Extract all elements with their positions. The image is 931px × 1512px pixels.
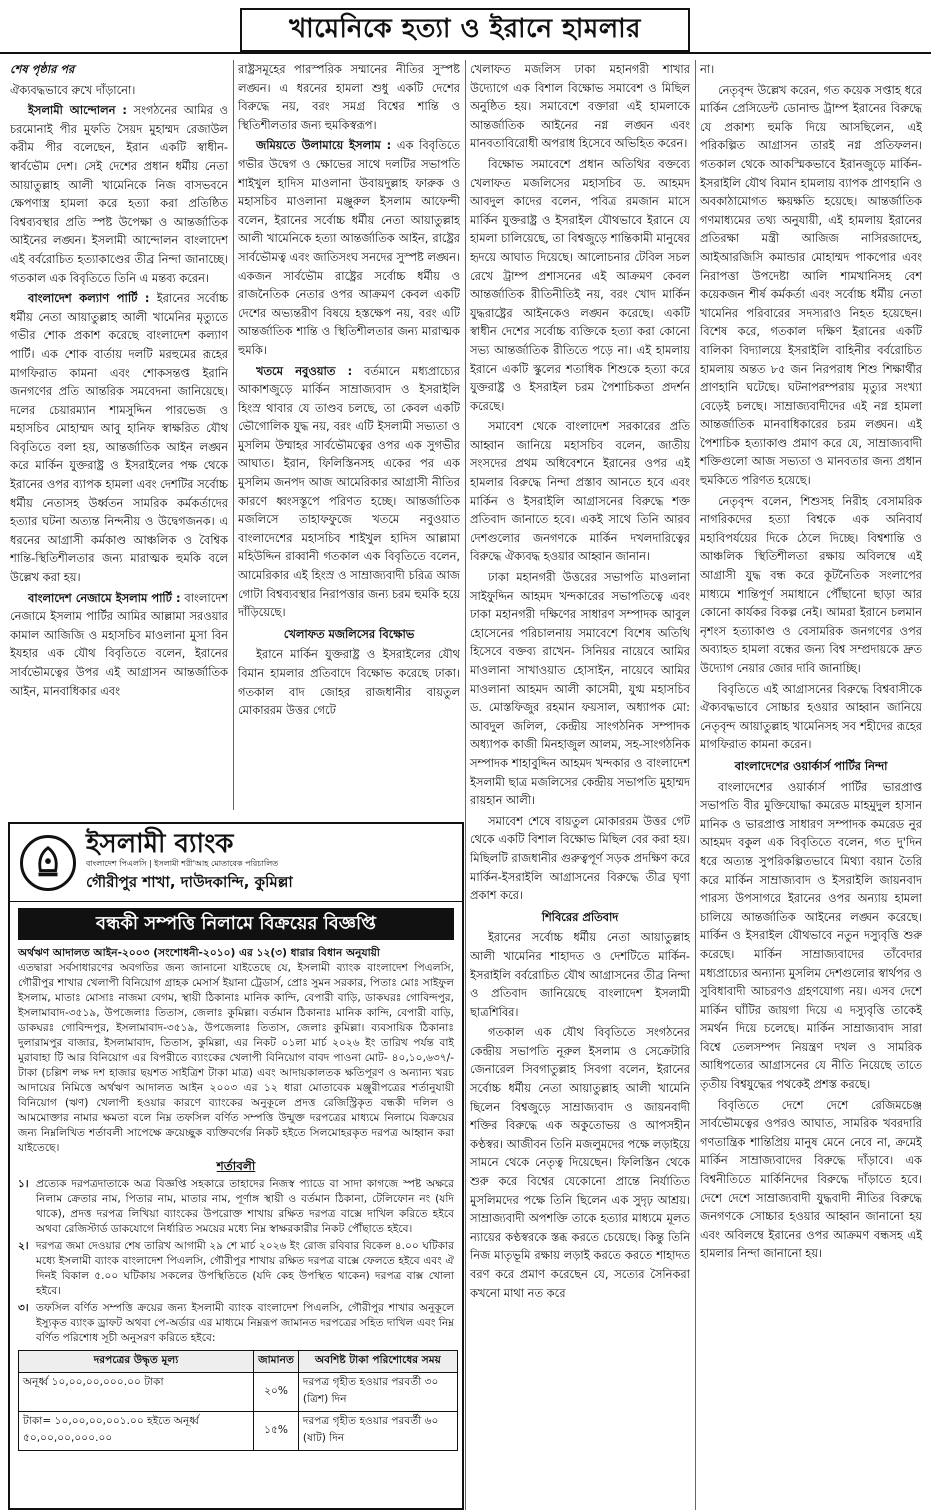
bank-tagline: বাংলাদেশ পিএলসি | ইসলামী শরী'আহ মোতাবেক পরিচালিত [86, 859, 279, 868]
table-cell: দরপত্র গৃহীত হওয়ার পরবর্তী ৩০ (ত্রিশ) দিন [298, 1373, 457, 1412]
branch-name: গৌরীপুর শাখা, দাউদকান্দি, কুমিল্লা [86, 873, 293, 891]
notice-body [10, 946, 462, 1346]
paragraph: বিবৃতিতে এই আগ্রাসনের বিরুদ্ধে বিশ্ববাসীকে ঐক্যবদ্ধভাবে সোচ্চার হওয়ার আহ্বান জানিয়ে নেতৃবৃন্দ আয়াতুল্লাহ খামেনিসহ সব শহীদের রূহের মাগফিরাত কামনা করেন। [700, 681, 922, 752]
table-cell: দরপত্র গৃহীত হওয়ার পরবর্তী ৬০ (ষাট) দিন [298, 1412, 457, 1451]
notice-title: বন্ধকী সম্পত্তি নিলামে বিক্রয়ের বিজ্ঞপ্তি [18, 908, 454, 940]
paragraph: নেতৃবৃন্দ বলেন, শিশুসহ নিরীহ বেসামরিক নাগরিকদের হত্যা বিশ্বকে এক অনিবার্য মহাবিপর্যয়ের দিকে ঠেলে দিচ্ছে। বিশ্বশান্তি ও আঞ্চলিক স্থিতিশীলতা রক্ষায় অবিলম্বে এই আগ্রাসী যুদ্ধ বন্ধ করে কূটনৈতিক সংলাপের মাধ্যমে শান্তিপূর্ণ সমাধানে পৌঁছানো ছাড়া আর কোনো কার্যকর বিকল্প নেই। আমরা ইরানে চলমান নৃশংস হত্যাকাণ্ড ও বেসামরিক জনগণের ওপর অব্যাহত হামলা বন্ধের জন্য বিশ্ব সম্প্রদায়কে দ্রুত উদ্যোগ নেয়ার জোর দাবি জানাচ্ছি। [700, 493, 922, 675]
paragraph: ইরানের সর্বোচ্চ ধর্মীয় নেতা আয়াতুল্লাহ আলী খামেনির শাহাদত ও দেশটিতে মার্কিন-ইসরাইলি বর্বরোচিত যৌথ আগ্রাসনের তীব্র নিন্দা ও প্রতিবাদ জানিয়েছে বাংলাদেশ ইসলামী ছাত্রশিবির। [470, 930, 690, 1019]
paragraph-lead: ইসলামী আন্দোলন : [28, 103, 127, 118]
term-item [18, 1239, 454, 1299]
paragraph: ইসলামী আন্দোলন : সংগঠনের আমির ও চরমোনাই পীর মুফতি সৈয়দ মুহাম্মদ রেজাউল করীম পীর বলেছেন, ইরান একটি স্বাধীন-স্বার্বভৌম দেশ। সেই দেশের প্রধান ধর্মীয় নেতা আয়াতুল্লাহ আলী খামেনিকে নিজ বাসভবনে ক্ষেপণাস্ত্র হামলা করে হত্যা করা প্রতিষ্ঠিত বিশ্বব্যবস্থার প্রতি স্পষ্ট উপেক্ষা ও আন্তর্জাতিক আইনের লঙ্ঘন। ইসলামী আন্দোলন বাংলাদেশ এই বর্বরোচিত হত্যাকাণ্ডের তীব্র নিন্দা জানাচ্ছে। গতকাল এক বিবৃতিতে তিনি এ মন্তব্য করেন। [10, 103, 228, 285]
paragraph: ঐক্যবদ্ধভাবে রুখে দাঁড়ানো। [10, 82, 136, 97]
paragraph: সমাবেশ থেকে বাংলাদেশ সরকারের প্রতি আহ্বান জানিয়ে মহাসচিব বলেন, জাতীয় সংসদের প্রথম অধিবেশনে ইরানের ওপর এই হামলার বিরুদ্ধে নিন্দা প্রস্তাব আনতে হবে এবং মার্কিন ও ইসরাইলি আগ্রাসনের বিরুদ্ধে শক্ত প্রতিবাদ জানাতে হবে। একই সাথে তিনি আরব দেশগুলোর জনগণকে মার্কিন দখলদারিত্বের বিরুদ্ধে ঐক্যবদ্ধ হওয়ার আহ্বান জানান। [470, 419, 690, 564]
headline: খামেনিকে হত্যা ও ইরানে হামলার [289, 14, 641, 44]
paragraph: বাংলাদেশের ওয়ার্কার্স পার্টির ভারপ্রাপ্ত সভাপতি বীর মুক্তিযোদ্ধা কমরেড মাহমুদুল হাসান মানিক ও ভারপ্রাপ্ত সাধারণ সম্পাদক কমরেড নুর আহমদ বকুল এক বিবৃতিতে বলেন, গত দু'দিন ধরে অত্যন্ত সুপরিকল্পিতভাবে মিথ্যা বয়ান তৈরি করে মার্কিন সাম্রাজ্যবাদ ও ইসরাইলি জায়নবাদ পারস্য উপসাগরে ইরানের ওপর অন্যায় হামলা চালিয়ে আন্তর্জাতিক আইনের লঙ্ঘন করেছে। মার্কিন ও ইসরাইল যৌথভাবে নতুন দস্যুবৃত্তি শুরু করেছে। মার্কিন সাম্রাজ্যবাদের তাঁবেদার মধ্যপ্রাচ্যের অন্যান্য মুসলিম দেশগুলোর স্বার্থপর ও সুবিধাবাদী আচরণও গ্রহণযোগ্য নয়। এসব দেশে মার্কিন ঘাঁটির জায়গা দিয়ে এ দস্যুবৃত্তি তাকেই সমর্থন দিয়ে চলেছে। মার্কিন সাম্রাজ্যবাদ সারা বিশ্বে তেলসম্পদ নিয়ন্ত্রণ দখল ও সামরিক আধিপত্যের আগ্রাসনের যে নীতি নিয়েছে তাতে তৃতীয় বিশ্বযুদ্ধের পথকেই প্রশস্ত করছে। [700, 779, 922, 1092]
column-divider [695, 60, 696, 1510]
table-cell: ২০% [254, 1373, 299, 1412]
table-cell: অনূর্ধ্ব ১০,০০,০০,০০০.০০ টাকা [19, 1373, 254, 1412]
continued-from-label: শেষ পৃষ্ঠার পর [10, 62, 75, 76]
bank-name: ইসলামী ব্যাংক [86, 829, 234, 859]
column-3 [470, 60, 690, 1510]
column-divider [233, 60, 234, 810]
paragraph-lead: জমিয়তে উলামায়ে ইসলাম : [256, 138, 392, 153]
paragraph: বাংলাদেশ নেজামে ইসলাম পার্টি : বাংলাদেশ নেজামে ইসলাম পার্টির আমির আল্লামা সরওয়ার কামাল আজিজি ও মহাসচিব মাওলানা মুসা বিন ইযহার এক যৌথ বিবৃতিতে বলেন, ইরানের সার্বভৌমত্বের উপর এই আগ্রাসন আন্তর্জাতিক আইন, মানবাধিকার এবং [10, 590, 228, 698]
paragraph: ইরানে মার্কিন যুক্তরাষ্ট্র ও ইসরাইলের যৌথ বিমান হামলার প্রতিবাদে বিক্ষোভ করেছে ঢাকা। গতকাল বাদ জোহর রাজধানীর বায়তুল মোকাররম উত্তর গেটে [238, 647, 460, 718]
bank-logo-icon [20, 835, 76, 891]
paragraph: রাষ্ট্রসমূহের পারস্পরিক সম্মানের নীতির সুস্পষ্ট লঙ্ঘন। এ ধরনের হামলা শুধু একটি দেশের বিরুদ্ধে নয়, বরং সমগ্র বিশ্বের শান্তি ও স্থিতিশীলতার জন্য হুমকিস্বরূপ। [238, 62, 460, 132]
notice-text: এতদ্বারা সর্বসাধারণের অবগতির জন্য জানানো যাইতেছে যে, ইসলামী ব্যাংক বাংলাদেশ পিএলসি, গৌরীপুর শাখার খেলাপী বিনিয়োগ গ্রাহক মেসার্স ইয়ানা ট্রেডার্স, প্রোঃ সুমন সরকার, পিতাঃ মোঃ সাইফুল ইসলাম, মাতাঃ মোসাঃ নাজমা বেগম, স্থায়ী ঠিকানাঃ মানিক কান্দি, বেপারী বাড়ি, ডাকঘরঃ গোবিন্দপুর, ইসলামাবাদ-৩৫১৯, উপজেলাঃ তিতাস, জেলাঃ কুমিল্লা। বর্তমান ঠিকানাঃ মানিক কান্দি, বেপারী বাড়ি, ডাকঘরঃ গোবিন্দপুর, ইসলামাবাদ-৩৫১৯, উপজেলাঃ তিতাস, জেলাঃ কুমিল্লা। ব্যবসায়িক ঠিকানাঃ দুলারামপুর বাজার, ইসলামাবাদ, তিতাস, কুমিল্লা, এর নিকট ০১লা মার্চ ২০২৬ ইং তারিখ পর্যন্ত বাই মুরাবাহা টি আর বিনিয়োগ এর বিপরীতে ব্যাংকের খেলাপী বিনিয়োগ বাবদ পাওনা মোট- ৪০,১০,৬৩৭/- টাকা (চল্লিশ লক্ষ দশ হাজার ছয়শত সাইত্রিশ টাকা মাত্র) এবং আদায়কালতক ক্ষতিপূরণ ও অন্যান্য খরচ আদায়ের নিমিত্তে অর্থঋণ আদালত আইন ২০০৩ এর ১২ ধারা মোতাবেক মঞ্জুরীপত্রের শর্তানুযায়ী বিনিয়োগ (ঋণ) খেলাপী হওয়ার কারণে ব্যাংকের অনুকূলে প্রদত্ত রেজিস্ট্রিকৃত বন্ধকী দলিল ও আমমোক্তার নামার ক্ষমতা বলে নিম্ন তফসিল বর্ণিত সম্পত্তি উন্মুক্ত দরপত্রের মাধ্যমে নিলামে বিক্রয়ের জন্য নিম্নলিখিত শর্তাবলী সাপেক্ষে ক্রয়েচ্ছুক ব্যক্তিবর্গের নিকট হইতে সিলমোহরকৃত দরপত্র আহ্বান করা যাইতেছে। [18, 962, 454, 1154]
paragraph: নেতৃবৃন্দ উল্লেখ করেন, গত কয়েক সপ্তাহ ধরে মার্কিন প্রেসিডেন্ট ডোনাল্ড ট্রাম্প ইরানের বিরুদ্ধে যে প্রকাশ্য হুমকি দিয়ে আসছিলেন, এই পরিকল্পিত আগ্রাসন তারই নগ্ন প্রতিফলন। গতকাল থেকে আকস্মিকভাবে ইরানজুড়ে মার্কিন-ইসরাইলি যৌথ বিমান হামলায় ব্যাপক প্রাণহানি ও অবকাঠামোগত ক্ষয়ক্ষতি হয়েছে। আন্তর্জাতিক গণমাধ্যমের তথ্য অনুযায়ী, এই হামলায় ইরানের প্রতিরক্ষা মন্ত্রী আজিজ নাসিরজাদেহ, আইআরজিসি কমান্ডার মোহাম্মদ পাকপোর এবং নিরাপত্তা উপদেষ্টা আলি শামখানিসহ বেশ কয়েকজন শীর্ষ কর্মকর্তা এবং সর্বোচ্চ ধর্মীয় নেতা খামেনির পরিবারের সদস্যরাও নিহত হয়েছেন। বিশেষ করে, গতকাল দক্ষিণ ইরানের একটি বালিকা বিদ্যালয়ে ইসরাইলি বাহিনীর বর্বরোচিত হামলায় অন্তত ৮৫ জন নিরপরাধ শিশু শিক্ষার্থীর প্রাণহানি ঘটেছে। ঘটনাপরম্পরায় মৃত্যুর সংখ্যা বেড়েই চলছে। সাম্রাজ্যবাদীদের এই নগ্ন হামলা আন্তর্জাতিক মানবাধিকারের চরম লঙ্ঘন। এই পৈশাচিক হত্যাকাণ্ড প্রমাণ করে যে, সাম্রাজ্যবাদী শক্তিগুলো আজ সভ্যতা ও মানবতার জন্য প্রধান হুমকিতে পরিণত হয়েছে। [700, 82, 922, 488]
table-header: দরপত্রের উদ্ধৃত মূল্য [19, 1351, 254, 1373]
term-number: ১। [18, 1178, 29, 1190]
subheading: খেলাফত মজলিসের বিক্ষোভ [283, 626, 415, 641]
paragraph: বিবৃতিতে দেশে দেশে রেজিমচেঞ্জ সার্বভৌমত্বের ওপরও আঘাত, সামরিক খবরদারি গণতান্ত্রিক শান্তিপ্রিয় মানুষ মেনে নেবে না, ক্রমেই মার্কিন সাম্রাজ্যবাদের বিরুদ্ধে দাঁড়াবে। এক বিশ্বনীতিতে মার্কিনিদের বিরুদ্ধে দাঁড়াতে হবে। দেশে দেশে সাম্রাজ্যবাদী যুদ্ধবাদী নীতির বিরুদ্ধে জনগণকে সোচ্চার হওয়ার আহ্বান জানানো হয় এবং অবিলম্বে ইরানের ওপর আক্রমণ বন্ধসহ এই হামলার নিন্দা জানানো হয়। [700, 1097, 922, 1261]
paragraph: সমাবেশ শেষে বায়তুল মোকাররম উত্তর গেট থেকে একটি বিশাল বিক্ষোভ মিছিল বের করা হয়। মিছিলটি রাজধানীর গুরুত্বপূর্ণ সড়ক প্রদক্ষিণ করে মার্কিন-ইসরাইলি আগ্রাসনের বিরুদ্ধে তীব্র ঘৃণা প্রকাশ করে। [470, 813, 690, 903]
paragraph: জমিয়তে উলামায়ে ইসলাম : এক বিবৃতিতে গভীর উদ্বেগ ও ক্ষোভের সাথে দলটির সভাপতি শাইখুল হাদিস মাওলানা উবায়দুল্লাহ ফারুক ও মহাসচিব মাওলানা মঞ্জুরুল ইসলাম আফেন্দী বলেন, ইরানের সর্বোচ্চ ধর্মীয় নেতা আয়াতুল্লাহ আলী খামেনিকে হত্যা আন্তর্জাতিক আইন, রাষ্ট্রের সার্বভৌমত্ব এবং জাতিসংঘ সনদের সুস্পষ্ট লঙ্ঘন। একজন সার্বভৌম রাষ্ট্রের সর্বোচ্চ ধর্মীয় ও রাজনৈতিক নেতার ওপর আক্রমণ কেবল একটি দেশের অভ্যন্তরীণ বিষয়ে হস্তক্ষেপ নয়, বরং এটি আন্তর্জাতিক শান্তি ও স্থিতিশীলতার জন্য মারাত্মক হুমকি। [238, 138, 460, 357]
term-number: ৩। [18, 1302, 29, 1314]
notice-lead: অর্থঋণ আদালত আইন-২০০৩ (সংশোধনী-২০১০) এর ১২(৩) ধারার বিধান অনুযায়ী [18, 947, 380, 959]
subheading: শিবিরের প্রতিবাদ [541, 909, 619, 924]
term-number: ২। [18, 1240, 29, 1252]
term-item [18, 1177, 454, 1237]
term-text: দরপত্র জমা দেওয়ার শেষ তারিখ আগামী ২৯ শে মার্চ ২০২৬ ইং রোজ রবিবার বিকেল ৪.০০ ঘটিকার মধ্যে ইসলামী ব্যাংক বাংলাদেশ পিএলসি, গৌরীপুর শাখায় রক্ষিত দরপত্র বাক্সে ফেলতে হইবে এবং ঐ দিনই বিকাল ৫.০০ ঘটিকায় সকলের উপস্থিতিতে (যদি কেহ উপস্থিত থাকেন) দরপত্র বাক্স খোলা হইবে। [36, 1240, 454, 1297]
auction-notice-ad [8, 822, 464, 1510]
ad-brand-block [86, 829, 452, 896]
top-rule [0, 52, 931, 54]
paragraph-lead: বাংলাদেশ নেজামে ইসলাম পার্টি : [28, 590, 181, 605]
terms-heading: শর্তাবলী [216, 1159, 256, 1173]
table-cell: টাকা= ১০,০০,০০,০০১.০০ হইতে অনূর্ধ্ব ৫০,০০,০০,০০০.০০ [19, 1412, 254, 1451]
table-header: জামানত [254, 1351, 299, 1373]
paragraph: গতকাল এক যৌথ বিবৃতিতে সংগঠনের কেন্দ্রীয় সভাপতি নূরুল ইসলাম ও সেক্রেটারি জেনারেল সিবগাতুল্লাহ সিবগা বলেন, ইরানের সর্বোচ্চ ধর্মীয় নেতা আয়াতুল্লাহ আলী খামেনি ছিলেন বিশ্বজুড়ে সাম্রাজ্যবাদ ও জায়নবাদী শক্তির বিরুদ্ধে এক অকুতোভয় ও আপসহীন কণ্ঠস্বর। আজীবন তিনি মজলুমদের পক্ষে লড়াইয়ে সামনে থেকে নেতৃত্ব দিয়েছেন। ফিলিস্তিন থেকে শুরু করে বিশ্বের যেকোনো প্রান্তে নির্যাতিত মুসলিমদের পক্ষে তিনি ছিলেন এক সুদৃঢ় আশ্রয়। সাম্রাজ্যবাদী অপশক্তি তাকে হত্যার মাধ্যমে মূলত ন্যায়ের কণ্ঠস্বরকে স্তব্ধ করতে চেয়েছে। কিন্তু তিনি নিজ মাতৃভূমি রক্ষায় লড়াই করতে করতে শাহাদত বরণ করে প্রমাণ করেছেন যে, সত্যের সৈনিকরা কখনো মাথা নত করে [470, 1025, 690, 1300]
paragraph: খতমে নবুওয়াত : বর্তমানে মধ্যপ্রাচ্যের আকাশজুড়ে মার্কিন সাম্রাজ্যবাদ ও ইসরাইলি হিংস্র থাবার যে তাণ্ডব চলছে, তা কেবল একটি ভৌগোলিক যুদ্ধ নয়, বরং এটি ইসলামী সভ্যতা ও মুসলিম উম্মাহর সার্বভৌমত্বের ওপর এক সুগভীর আঘাত। ইরান, ফিলিস্তিনসহ একের পর এক মুসলিম জনপদ আজ আমেরিকার আগ্রাসী নীতির কারণে ধ্বংসস্তূপে পরিণত হচ্ছে। আন্তর্জাতিক মজলিসে তাহাফফুজে খতমে নবুওয়াত বাংলাদেশের মহাসচিব শাইখুল হাদিস আল্লামা মহিউদ্দিন রাব্বানী গতকাল এক বিবৃতিতে বলেন, আমেরিকার এই হিংস্র ও সাম্রাজ্যবাদী চরিত্র আজ গোটা বিশ্বব্যবস্থার নিরাপত্তার জন্য চরম হুমকি হয়ে দাঁড়িয়েছে। [238, 363, 460, 620]
ad-header [10, 824, 462, 902]
payment-schedule-table [18, 1350, 458, 1451]
subheading: বাংলাদেশের ওয়ার্কার্স পার্টির নিন্দা [734, 758, 888, 773]
headline-box [240, 8, 690, 52]
table-row [19, 1373, 458, 1412]
term-text: প্রত্যেক দরপত্রদাতাকে অত্র বিজ্ঞপ্তি সহকারে তাহাদের নিজস্ব প্যাডে বা সাদা কাগজে স্পষ্ট অক্ষরে নিলাম ক্রেতার নাম, পিতার নাম, মাতার নাম, পূর্ণাঙ্গ স্থায়ী ও বর্তমান ঠিকানা, টেলিফোন নং (যদি থাকে), প্রদত্ত দরপত্র লিখিয়া ব্যাংকের উপরোক্ত শাখায় রক্ষিত দরপত্র বাক্সে দাখিল করিতে হইবে অথবা রেজিস্টার্ড ডাকযোগে নির্ধারিত সময়ের মধ্যে নিম্ন স্বাক্ষরকারীর নিকট পৌঁছাতে হইবে। [36, 1178, 454, 1235]
table-header: অবশিষ্ট টাকা পরিশোধের সময় [298, 1351, 457, 1373]
paragraph: বিক্ষোভ সমাবেশে প্রধান অতিথির বক্তব্যে খেলাফত মজলিসের মহাসচিব ড. আহমদ আবদুল কাদের বলেন, পবিত্র রমজান মাসে মার্কিন যুক্তরাষ্ট্র ও ইসরাইল যৌথভাবে ইরানে যে হামলা চালিয়েছে, তা বিশ্বজুড়ে শান্তিকামী মানুষের হৃদয়ে আঘাত দিয়েছে। আলোচনার টেবিল সচল রেখে ট্রাম্প প্রশাসনের এই আক্রমণ কেবল আন্তর্জাতিক রীতিনীতিই নয়, বরং খোদ মার্কিন যুদ্ধরাষ্ট্রের আইনকেও লঙ্ঘন করেছে। একটি স্বাধীন দেশের সর্বোচ্চ ব্যক্তিকে হত্যা করা কোনো সভ্য আন্তর্জাতিক রীতিতে পড়ে না। এই হামলায় ইরানে একটি স্কুলের শতাধিক শিশুকে হত্যা করে যুক্তরাষ্ট্র ও ইসরাইল চরম পৈশাচিকতা প্রদর্শন করেছে। [470, 156, 690, 413]
paragraph-lead: খতমে নবুওয়াত : [256, 363, 353, 378]
table-cell: ১৫% [254, 1412, 299, 1451]
paragraph: বাংলাদেশ কল্যাণ পার্টি : ইরানের সর্বোচ্চ ধর্মীয় নেতা আয়াতুল্লাহ আলী খামেনির মৃত্যুতে গভীর শোক প্রকাশ করেছে বাংলাদেশ কল্যাণ পার্টি। এক শোক বার্তায় দলটি মরহুমের রূহের মাগফিরাত কামনা এবং শোকসন্তপ্ত ইরানি জনগণের প্রতি আন্তরিক সমবেদনা জানিয়েছে। দলের চেয়ারম্যান শামসুদ্দিন পারভেজ ও মহাসচিব মোহাম্মদ আবু হানিফ স্বাক্ষরিত যৌথ বিবৃতিতে বলা হয়, আন্তর্জাতিক আইন লঙ্ঘন করে মার্কিন যুক্তরাষ্ট্র ও ইসরাইলের পক্ষ থেকে ইরানের ওপর ব্যাপক হামলা এবং দেশটির সর্বোচ্চ ধর্মীয় নেতাসহ উর্ধ্বতন সামরিক কর্মকর্তাদের হত্যার ঘটনা অত্যন্ত নিন্দনীয় ও উদ্বেগজনক। এ ধরনের আগ্রাসী কর্মকাণ্ড আঞ্চলিক ও বৈশ্বিক শান্তি-স্থিতিশীলতার জন্য মারাত্মক হুমকি বলে উল্লেখ করা হয়। [10, 291, 228, 585]
term-text: তফসিল বর্ণিত সম্পত্তি ক্রয়ের জন্য ইসলামী ব্যাংক বাংলাদেশ পিএলসি, গৌরীপুর শাখার অনুকূলে ইস্যুকৃত ব্যাংক ড্রাফট অথবা পে-অর্ডার এর মাধ্যমে নিম্নরূপ জামানত দরপত্রের সহিত দাখিল এবং নিম্ন বর্ণিত পরিশোধ সূচী অনুসরণ করিতে হইবে: [36, 1302, 454, 1344]
paragraph: ঢাকা মহানগরী উত্তরের সভাপতি মাওলানা সাইফুদ্দিন আহমদ খন্দকারের সভাপতিত্বে এবং ঢাকা মহানগরী দক্ষিণের সাধারণ সম্পাদক আবুল হোসেনের পরিচালনায় সমাবেশে বিশেষ অতিথি হিসেবে বক্তব্য রাখেন- সিনিয়র নায়েবে আমির মাওলানা সাখাওয়াত হোসাইন, নায়েবে আমির মাওলানা আহমদ আলী কাসেমী, যুগ্ম মহাসচিব ড. মোস্তফিজুর রহমান ফয়সাল, অধ্যাপক মো: আবদুল জলিল, কেন্দ্রীয় সাংগঠনিক সম্পাদক অধ্যাপক কাজী মিনহাজুল আলম, সহ-সাংগঠনিক সম্পাদক শাহাবুদ্দিন আহমদ খন্দকার ও বাংলাদেশ ইসলামী ছাত্র মজলিসের কেন্দ্রীয় সভাপতি মুহাম্মদ রায়হান আলী। [470, 570, 690, 808]
column-divider [465, 60, 466, 1510]
column-4 [700, 60, 922, 1510]
paragraph-lead: বাংলাদেশ কল্যাণ পার্টি : [28, 291, 150, 306]
term-item [18, 1301, 454, 1346]
column-1 [10, 60, 228, 808]
column-2 [238, 60, 460, 808]
table-row [19, 1412, 458, 1451]
table-header-row [19, 1351, 458, 1373]
paragraph: না। [700, 62, 715, 76]
paragraph: খেলাফত মজলিস ঢাকা মহানগরী শাখার উদ্যোগে এক বিশাল বিক্ষোভ সমাবেশ ও মিছিল অনুষ্ঠিত হয়। সমাবেশে বক্তারা এই হামলাকে আন্তর্জাতিক আইনের নগ্ন লঙ্ঘন এবং মানবতাবিরোধী অপরাধ হিসেবে অভিহিত করেন। [470, 62, 690, 151]
